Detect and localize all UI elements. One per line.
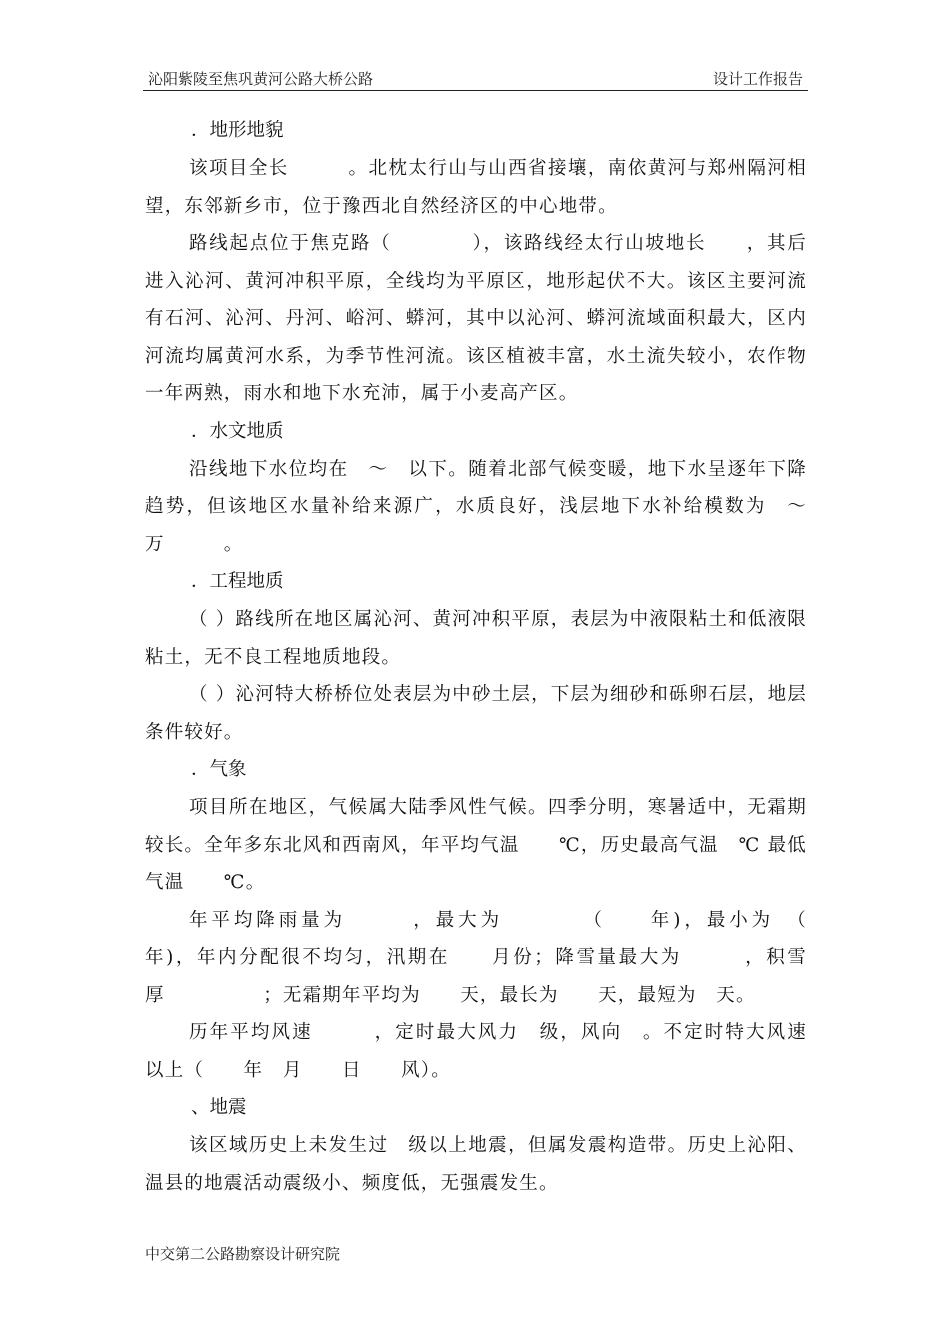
page-header [143, 62, 808, 91]
page-footer-organization: 中交第二公路勘察设计研究院 [145, 1245, 341, 1263]
paragraph: 历年平均风速 ，定时最大风力 级，风向 。不定时特大风速 以上（ 年 月 日 风）。 [145, 1022, 847, 1081]
paragraph: （ ）沁河特大桥桥位处表层为中砂土层，下层为细砂和砾卵石层，地层条件较好。 [145, 684, 807, 743]
paragraph: 该项目全长 。北枕太行山与山西省接壤，南依黄河与郑州隔河相望，东邻新乡市，位于豫西北自然经济区的中心地带。 [145, 158, 807, 217]
section-heading-meteorology: ．气象 [191, 759, 247, 780]
paragraph: 沿线地下水位均在 ～ 以下。随着北部气候变暖，地下水呈逐年下降趋势，但该地区水量补给来源广，水质良好，浅层地下水补给模数为 ～ 万 。 [145, 458, 827, 555]
header-project-title: 沁阳紫陵至焦巩黄河公路大桥公路 [148, 70, 374, 88]
section-heading-engineering-geology: ．工程地质 [191, 571, 284, 592]
paragraph: 该区域历史上未发生过 级以上地震，但属发震构造带。历史上沁阳、温县的地震活动震级小、频度低，无强震发生。 [145, 1135, 807, 1194]
header-report-title: 设计工作报告 [712, 70, 803, 88]
section-heading-hydrogeology: ．水文地质 [191, 420, 284, 442]
section-heading-terrain: ．地形地貌 [191, 120, 284, 141]
paragraph: （ ）路线所在地区属沁河、黄河冲积平原，表层为中液限粘土和低液限粘土，无不良工程地质地段。 [145, 609, 807, 668]
paragraph: 年平均降雨量为 ，最大为 （ 年)，最小为 （ 年)，年内分配很不均匀，汛期在 月份；降雪量最大为 ，积雪厚 ；无霜期年平均为 天，最长为 天，最短为 天。 [145, 909, 847, 1006]
paragraph: 项目所在地区，气候属大陆季风性气候。四季分明，寒暑适中，无霜期较长。全年多东北风和西南风，年平均气温 ℃，历史最高气温 ℃ 最低气温 ℃。 [145, 797, 807, 893]
section-heading-earthquake: 、地震 [191, 1097, 247, 1118]
document-body [145, 112, 847, 1202]
paragraph: 路线起点位于焦克路（ ），该路线经太行山坡地长 ，其后进入沁河、黄河冲积平原，全线均为平原区，地形起伏不大。该区主要河流有石河、沁河、丹河、峪河、蟒河，其中以沁河、蟒河流域面积最大，区内河流均属黄河水系，为季节性河流。该区植被丰富，水土流失较小，农作物一年两熟，雨水和地下水充沛，属于小麦高产区。 [145, 233, 807, 404]
